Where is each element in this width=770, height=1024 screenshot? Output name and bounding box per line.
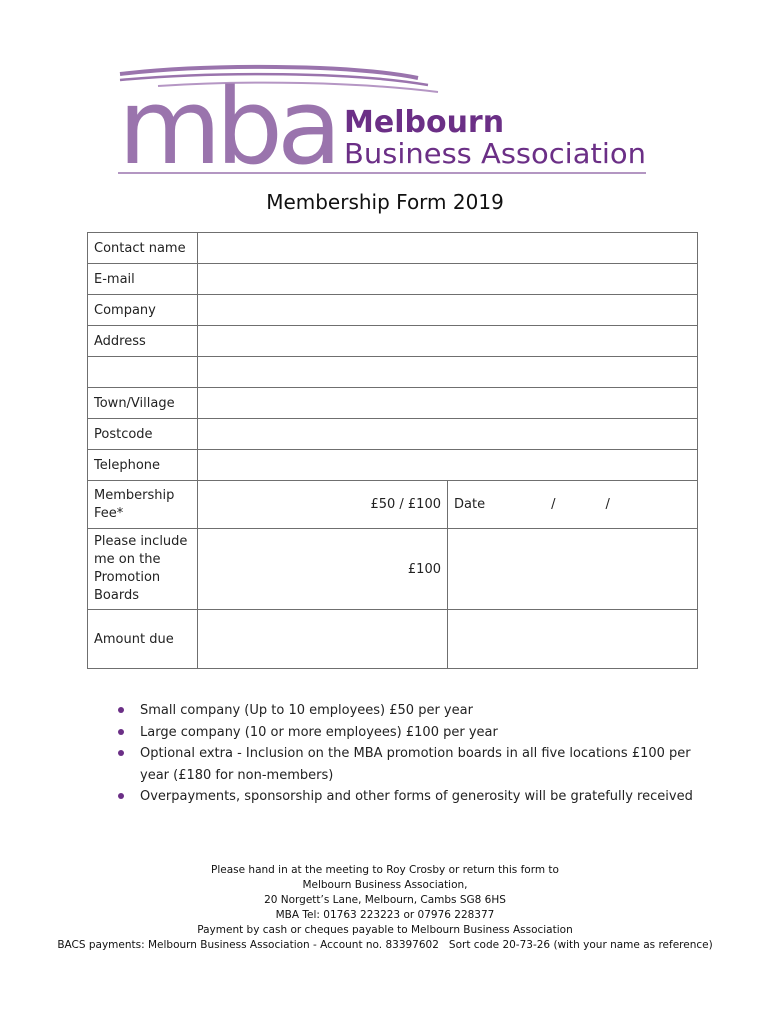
membership-fee-label: Membership Fee* xyxy=(88,481,198,529)
membership-fee-amount: £50 / £100 xyxy=(198,481,448,529)
town-label: Town/Village xyxy=(88,388,198,419)
postcode-label: Postcode xyxy=(88,419,198,450)
telephone-field[interactable] xyxy=(198,450,698,481)
footer-line: Please hand in at the meeting to Roy Crosby or return this form to xyxy=(211,864,559,876)
footer-line: Melbourn Business Association, xyxy=(302,879,468,891)
date-separator-1: / xyxy=(551,497,556,512)
mba-logo xyxy=(118,60,653,180)
fee-notes-list xyxy=(118,700,718,808)
footer-contact-info xyxy=(0,863,770,953)
logo-mark: mba xyxy=(118,66,336,180)
town-field[interactable] xyxy=(198,388,698,419)
contact-name-label: Contact name xyxy=(88,233,198,264)
bullet-icon xyxy=(118,729,124,735)
footer-line: Payment by cash or cheques payable to Melbourn Business Association xyxy=(197,924,573,936)
company-field[interactable] xyxy=(198,295,698,326)
email-label: E-mail xyxy=(88,264,198,295)
contact-name-field[interactable] xyxy=(198,233,698,264)
address-field-line1[interactable] xyxy=(198,326,698,357)
logo-name-line2: Business Association xyxy=(344,137,646,170)
page-title: Membership Form 2019 xyxy=(266,190,504,214)
promotion-boards-field[interactable] xyxy=(448,529,698,610)
amount-due-field[interactable] xyxy=(198,610,448,669)
footer-line: BACS payments: Melbourn Business Association - Account no. 83397602 Sort code 20-73-26 (with your name as reference) xyxy=(57,939,713,951)
membership-form-table xyxy=(87,232,698,669)
list-item: Overpayments, sponsorship and other forms of generosity will be gratefully received xyxy=(118,786,718,808)
amount-due-extra-field[interactable] xyxy=(448,610,698,669)
promotion-boards-label: Please include me on the Promotion Boards xyxy=(88,529,198,610)
telephone-label: Telephone xyxy=(88,450,198,481)
bullet-icon xyxy=(118,793,124,799)
company-label: Company xyxy=(88,295,198,326)
address-label: Address xyxy=(88,326,198,357)
list-item: Large company (10 or more employees) £100 per year xyxy=(118,722,718,744)
date-field[interactable] xyxy=(448,481,698,529)
footer-line: 20 Norgett’s Lane, Melbourn, Cambs SG8 6HS xyxy=(264,894,506,906)
address-field-line2[interactable] xyxy=(198,357,698,388)
footer-line: MBA Tel: 01763 223223 or 07976 228377 xyxy=(275,909,495,921)
date-label: Date xyxy=(454,497,486,512)
list-item: Optional extra - Inclusion on the MBA promotion boards in all five locations £100 per year (£180 for non-members) xyxy=(118,743,718,786)
email-field[interactable] xyxy=(198,264,698,295)
postcode-field[interactable] xyxy=(198,419,698,450)
logo-name-line1: Melbourn xyxy=(344,105,505,140)
bullet-icon xyxy=(118,750,124,756)
list-item: Small company (Up to 10 employees) £50 per year xyxy=(118,700,718,722)
bullet-icon xyxy=(118,707,124,713)
date-separator-2: / xyxy=(605,497,610,512)
amount-due-label: Amount due xyxy=(88,610,198,669)
promotion-boards-amount: £100 xyxy=(198,529,448,610)
address-label-blank xyxy=(88,357,198,388)
